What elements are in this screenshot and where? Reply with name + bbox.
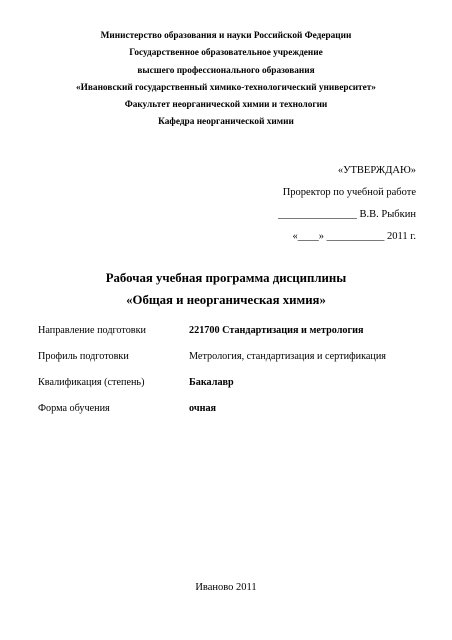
- approval-title: «УТВЕРЖДАЮ»: [337, 165, 416, 176]
- field-value: Метрология, стандартизация и сертификация: [189, 351, 386, 362]
- title-line-1: Рабочая учебная программа дисциплины: [105, 271, 347, 285]
- field-value: очная: [189, 403, 217, 414]
- field-label: Направление подготовки: [38, 325, 147, 336]
- field-row-profile: [38, 346, 428, 372]
- title-line-2: «Общая и неорганическая химия»: [126, 293, 326, 307]
- department-line: Кафедра неорганической химии: [158, 117, 294, 128]
- field-label: Форма обучения: [38, 403, 110, 414]
- approval-signature: _______________ В.В. Рыбкин: [278, 209, 416, 220]
- field-label: Квалификация (степень): [38, 377, 145, 388]
- field-row-direction: [38, 320, 428, 346]
- institution-header: [0, 28, 452, 132]
- field-row-study-form: [38, 398, 428, 424]
- city-year: Иваново 2011: [195, 582, 257, 593]
- institution-type-line: Государственное образовательное учреждение: [129, 48, 323, 59]
- faculty-line: Факультет неорганической химии и технологии: [124, 100, 328, 111]
- university-name-line: «Ивановский государственный химико-технологический университет»: [76, 82, 376, 93]
- field-value: Бакалавр: [189, 377, 234, 388]
- ministry-line: Министерство образования и науки Российской Федерации: [100, 31, 352, 41]
- field-value: 221700 Стандартизация и метрология: [189, 325, 364, 336]
- field-row-qualification: [38, 372, 428, 398]
- education-level-line: высшего профессионального образования: [137, 65, 315, 76]
- program-details: [38, 320, 428, 424]
- approval-block: [278, 160, 416, 248]
- field-label: Профиль подготовки: [38, 351, 129, 362]
- approval-position: Проректор по учебной работе: [282, 187, 416, 198]
- approval-date: «____» ___________ 2011 г.: [292, 231, 416, 242]
- document-title: [0, 267, 452, 311]
